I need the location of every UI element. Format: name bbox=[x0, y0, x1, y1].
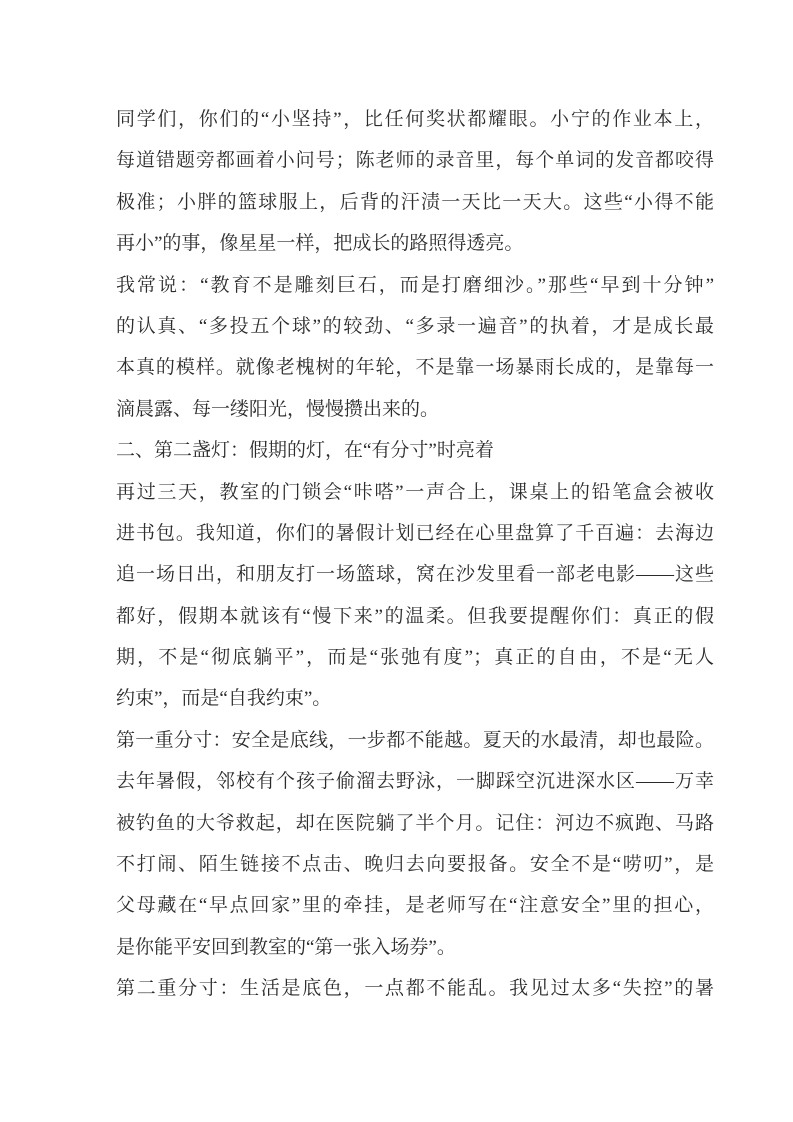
text-line: 进书包。我知道，你们的暑假计划已经在心里盘算了千百遍：去海边 bbox=[116, 522, 714, 544]
text-line: 不打闹、陌生链接不点击、晚归去向要报备。安全不是“唠叨”，是 bbox=[116, 854, 714, 876]
text-line: 滴晨露、每一缕阳光，慢慢攒出来的。 bbox=[116, 398, 440, 420]
text-line: 再过三天，教室的门锁会“咔嗒”一声合上，课桌上的铅笔盒会被收 bbox=[116, 481, 714, 503]
document-body bbox=[116, 99, 714, 1010]
text-line: 是你能平安回到教室的“第一张入场券”。 bbox=[116, 936, 456, 958]
paragraph bbox=[116, 472, 714, 720]
text-line: 二、第二盏灯：假期的灯，在“有分寸”时亮着 bbox=[116, 440, 494, 462]
text-line: 本真的模样。就像老槐树的年轮，不是靠一场暴雨长成的，是靠每一 bbox=[116, 357, 714, 379]
paragraph bbox=[116, 968, 714, 1009]
text-line: 第一重分寸：安全是底线，一步都不能越。夏天的水最清，却也最险。 bbox=[116, 729, 714, 751]
text-line: 第二重分寸：生活是底色，一点都不能乱。我见过太多“失控”的暑 bbox=[116, 978, 714, 1000]
paragraph bbox=[116, 99, 714, 265]
text-line: 再小”的事，像星星一样，把成长的路照得透亮。 bbox=[116, 233, 524, 255]
text-line: 极准；小胖的篮球服上，后背的汗渍一天比一天大。这些“小得不能 bbox=[116, 191, 714, 213]
text-line: 每道错题旁都画着小问号；陈老师的录音里，每个单词的发音都咬得 bbox=[116, 150, 714, 172]
text-line: 的认真、“多投五个球”的较劲、“多录一遍音”的执着，才是成长最 bbox=[116, 315, 714, 337]
text-line: 被钓鱼的大爷救起，却在医院躺了半个月。记住：河边不疯跑、马路 bbox=[116, 812, 714, 834]
text-line: 追一场日出，和朋友打一场篮球，窝在沙发里看一部老电影——这些 bbox=[116, 564, 714, 586]
text-line: 同学们，你们的“小坚持”，比任何奖状都耀眼。小宁的作业本上， bbox=[116, 109, 714, 130]
text-line: 都好，假期本就该有“慢下来”的温柔。但我要提醒你们：真正的假 bbox=[116, 605, 714, 627]
text-line: 期，不是“彻底躺平”，而是“张弛有度”；真正的自由，不是“无人 bbox=[116, 647, 714, 669]
text-line: 我常说：“教育不是雕刻巨石，而是打磨细沙。”那些“早到十分钟” bbox=[116, 274, 714, 296]
text-line: 去年暑假，邻校有个孩子偷溜去野泳，一脚踩空沉进深水区——万幸 bbox=[116, 771, 714, 793]
text-line: 父母藏在“早点回家”里的牵挂，是老师写在“注意安全”里的担心， bbox=[116, 895, 714, 917]
section-heading bbox=[116, 430, 714, 471]
paragraph bbox=[116, 720, 714, 968]
text-line: 约束”，而是“自我约束”。 bbox=[116, 688, 332, 710]
paragraph bbox=[116, 265, 714, 431]
